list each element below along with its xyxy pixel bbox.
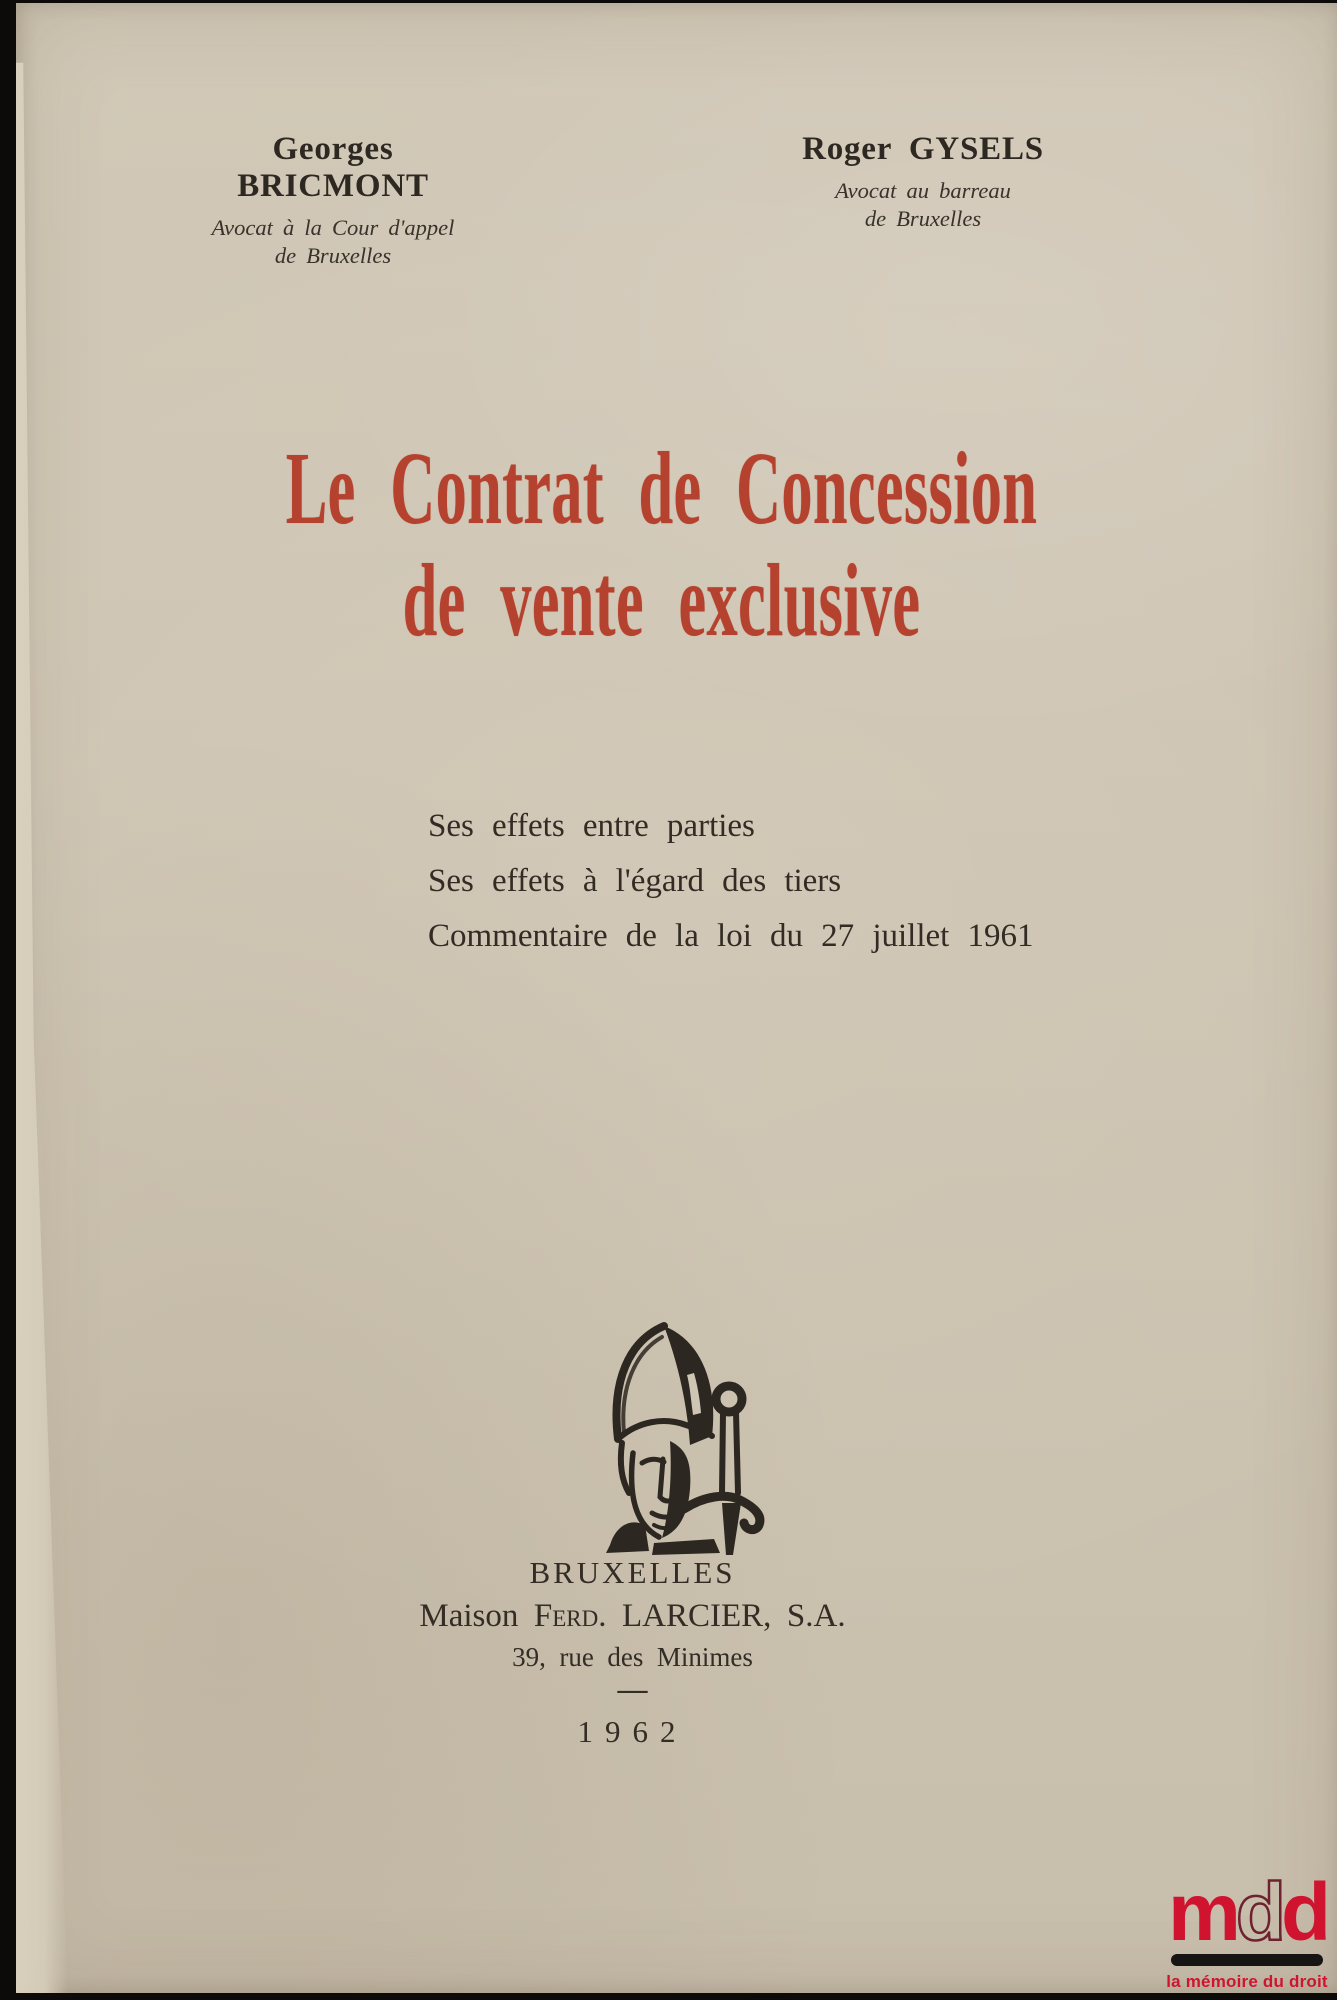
author-right-role [763, 177, 1083, 233]
author-right-role-line1: Avocat au barreau [835, 178, 1011, 203]
publisher-house-rest: LARCIER, S.A. [622, 1598, 846, 1634]
publisher-house-smallcaps: Ferd. [533, 1598, 607, 1634]
page-content [16, 3, 1337, 1993]
publisher-city: BRUXELLES [529, 1555, 736, 1590]
book-title-line2: de vente exclusive [402, 543, 921, 658]
publisher-block [16, 1555, 1335, 1750]
mdd-logo-letters [1158, 1867, 1336, 1958]
publisher-divider: — [617, 1673, 648, 1706]
author-left [173, 131, 493, 270]
subtitle-line1: Ses effets entre parties [428, 808, 755, 844]
author-left-role-line2: de Bruxelles [274, 243, 392, 268]
author-right-role-line2: de Bruxelles [864, 206, 982, 231]
subtitle-block [428, 799, 1033, 964]
mdd-letter-d-solid: d [1280, 1867, 1327, 1958]
publication-year: 1962 [577, 1714, 688, 1749]
author-left-role-line1: Avocat à la Cour d'appel [211, 215, 455, 240]
author-left-name: Georges BRICMONT [237, 131, 429, 204]
book-title [16, 433, 1335, 657]
mdd-watermark-logo [1158, 1867, 1336, 1992]
minerva-emblem-icon [566, 1311, 778, 1557]
mdd-tagline: la mémoire du droit [1166, 1972, 1328, 1991]
mdd-letter-d-outline: d [1235, 1867, 1281, 1958]
author-right [763, 131, 1083, 233]
publisher-house [16, 1598, 1249, 1635]
book-title-line1: Le Contrat de Concession [285, 431, 1038, 546]
subtitle-line2: Ses effets à l'égard des tiers [428, 863, 842, 899]
publisher-house-prefix: Maison [419, 1598, 519, 1634]
publisher-address: 39, rue des Minimes [512, 1642, 753, 1672]
subtitle-line3: Commentaire de la loi du 27 juillet 1961 [428, 918, 1034, 954]
author-left-role [173, 214, 493, 270]
paper-page [16, 3, 1337, 1993]
mdd-letter-m: m [1167, 1867, 1236, 1958]
author-right-name: Roger GYSELS [802, 131, 1044, 167]
